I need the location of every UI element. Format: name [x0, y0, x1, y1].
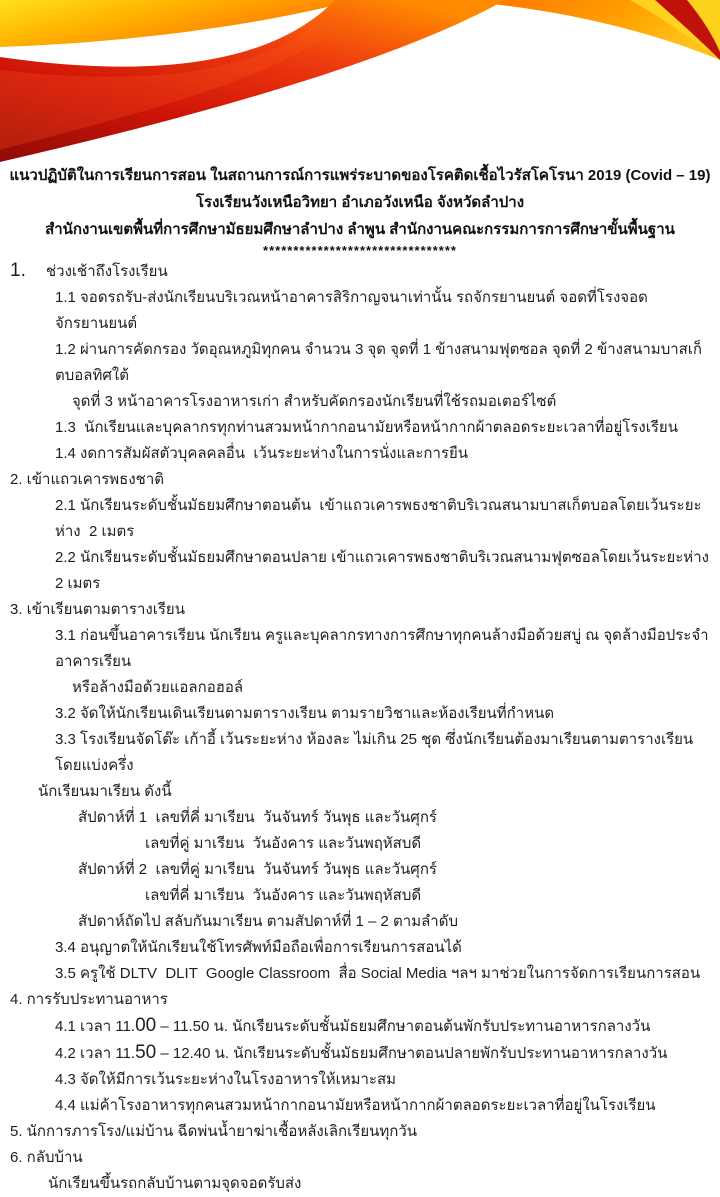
- item-4-2-prefix: 4.2 เวลา 11.: [55, 1045, 136, 1062]
- item-4-1: [10, 1013, 712, 1040]
- document-title-block: [0, 162, 720, 258]
- item-4-2-suffix: – 12.40 น. นักเรียนระดับชั้นมัธยมศึกษาตอนปลายพักรับประทานอาหารกลางวัน: [156, 1045, 668, 1062]
- section-4-heading: 4. การรับประทานอาหาร: [10, 991, 168, 1008]
- week-2-even-schedule: สัปดาห์ที่ 2 เลขที่คู่ มาเรียน วันจันทร์ วันพุธ และวันศุกร์: [78, 861, 437, 878]
- item-4-1-prefix: 4.1 เวลา 11.: [55, 1018, 136, 1035]
- item-2-2: 2.2 นักเรียนระดับชั้นมัธยมศึกษาตอนปลาย เข้าแถวเคารพธงชาติบริเวณสนามฟุตซอลโดยเว้นระยะห่าง 2 เมตร: [55, 549, 714, 592]
- item-4-1-suffix: – 11.50 น. นักเรียนระดับชั้นมัธยมศึกษาตอนต้นพักรับประทานอาหารกลางวัน: [156, 1018, 651, 1035]
- item-1-3: 1.3 นักเรียนและบุคลากรทุกท่านสวมหน้ากากอนามัยหรือหน้ากากผ้าตลอดระยะเวลาที่อยู่โรงเรียน: [55, 419, 678, 436]
- item-6-1: นักเรียนขึ้นรถกลับบ้านตามจุดจอดรับส่ง: [48, 1175, 302, 1192]
- item-1-2-continuation: จุดที่ 3 หน้าอาคารโรงอาหารเก่า สำหรับคัดกรองนักเรียนที่ใช้รถมอเตอร์ไซต์: [72, 393, 557, 410]
- item-3-5: 3.5 ครูใช้ DLTV DLIT Google Classroom สื่อ Social Media ฯลฯ มาช่วยในการจัดการเรียนการสอน: [55, 965, 701, 982]
- item-4-3: 4.3 จัดให้มีการเว้นระยะห่างในโรงอาหารให้เหมาะสม: [55, 1071, 397, 1088]
- item-4-4: 4.4 แม่ค้าโรงอาหารทุกคนสวมหน้ากากอนามัยหรือหน้ากากผ้าตลอดระยะเวลาที่อยู่ในโรงเรียน: [55, 1097, 656, 1114]
- title-line-1: แนวปฏิบัติในการเรียนการสอน ในสถานการณ์การแพร่ระบาดของโรคติดเชื้อไวรัสโคโรนา 2019 (Covid – 19): [9, 167, 711, 184]
- section-3-heading: 3. เข้าเรียนตามตารางเรียน: [10, 601, 185, 618]
- section-5-heading: 5. นักการภารโรง/แม่บ้าน ฉีดพ่นน้ำยาฆ่าเชื้อหลังเลิกเรียนทุกวัน: [10, 1123, 418, 1140]
- guidelines-list: [0, 258, 720, 1197]
- item-3-2: 3.2 จัดให้นักเรียนเดินเรียนตามตารางเรียน ตามรายวิชาและห้องเรียนที่กำหนด: [55, 705, 555, 722]
- item-3-3-continuation: นักเรียนมาเรียน ดังนี้: [38, 783, 172, 800]
- week-1-even-schedule: เลขที่คู่ มาเรียน วันอังคาร และวันพฤหัสบดี: [145, 835, 422, 852]
- title-line-3: สำนักงานเขตพื้นที่การศึกษามัธยมศึกษาลำปาง ลำพูน สำนักงานคณะกรรมการการศึกษาขั้นพื้นฐาน: [45, 221, 675, 238]
- separator-stars: ********************************: [263, 243, 457, 258]
- section-1-heading: [10, 258, 712, 285]
- week-next-schedule: สัปดาห์ถัดไป สลับกันมาเรียน ตามสัปดาห์ที่ 1 – 2 ตามลำดับ: [78, 913, 458, 930]
- item-3-1: 3.1 ก่อนขึ้นอาคารเรียน นักเรียน ครูและบุคลากรทางการศึกษาทุกคนล้างมือด้วยสบู่ ณ จุดล้างมือประจำอาคารเรียน: [55, 627, 709, 670]
- item-4-2: [10, 1040, 712, 1067]
- section-1-number: 1.: [10, 260, 26, 281]
- item-3-3: 3.3 โรงเรียนจัดโต๊ะ เก้าอี้ เว้นระยะห่าง ห้องละ ไม่เกิน 25 ชุด ซึ่งนักเรียนต้องมาเรียนตามตารางเรียน โดยแบ่งครึ่ง: [55, 731, 698, 774]
- item-1-1: 1.1 จอดรถรับ-ส่งนักเรียนบริเวณหน้าอาคารสิริกาญจนาเท่านั้น รถจักรยานยนต์ จอดที่โรงจอดจักรยานยนต์: [55, 289, 648, 332]
- item-1-2: 1.2 ผ่านการคัดกรอง วัดอุณหภูมิทุกคน จำนวน 3 จุด จุดที่ 1 ข้างสนามฟุตซอล จุดที่ 2 ข้างสนามบาสเก็ตบอลทิศใต้: [55, 341, 703, 384]
- item-1-4: 1.4 งดการสัมผัสตัวบุคลคลอื่น เว้นระยะห่างในการนั่งและการยืน: [55, 445, 469, 462]
- section-1-title: ช่วงเช้าถึงโรงเรียน: [46, 263, 168, 280]
- section-2-heading: 2. เข้าแถวเคารพธงชาติ: [10, 471, 165, 488]
- title-line-2: โรงเรียนวังเหนือวิทยา อำเภอวังเหนือ จังหวัดลำปาง: [195, 194, 525, 211]
- item-3-1-continuation: หรือล้างมือด้วยแอลกอฮอล์: [72, 679, 244, 696]
- item-4-2-time-minutes: 50: [135, 1042, 157, 1063]
- item-2-1: 2.1 นักเรียนระดับชั้นมัธยมศึกษาตอนต้น เข้าแถวเคารพธงชาติบริเวณสนามบาสเก็ตบอลโดยเว้นระยะห่าง 2 เมตร: [55, 497, 702, 540]
- item-3-4: 3.4 อนุญาตให้นักเรียนใช้โทรศัพท์มือถือเพื่อการเรียนการสอนได้: [55, 939, 462, 956]
- item-4-1-time-minutes: 00: [135, 1015, 157, 1036]
- section-6-heading: 6. กลับบ้าน: [10, 1149, 83, 1166]
- week-1-odd-schedule: สัปดาห์ที่ 1 เลขที่คี่ มาเรียน วันจันทร์ วันพุธ และวันศุกร์: [78, 809, 437, 826]
- week-2-odd-schedule: เลขที่คี่ มาเรียน วันอังคาร และวันพฤหัสบดี: [145, 887, 422, 904]
